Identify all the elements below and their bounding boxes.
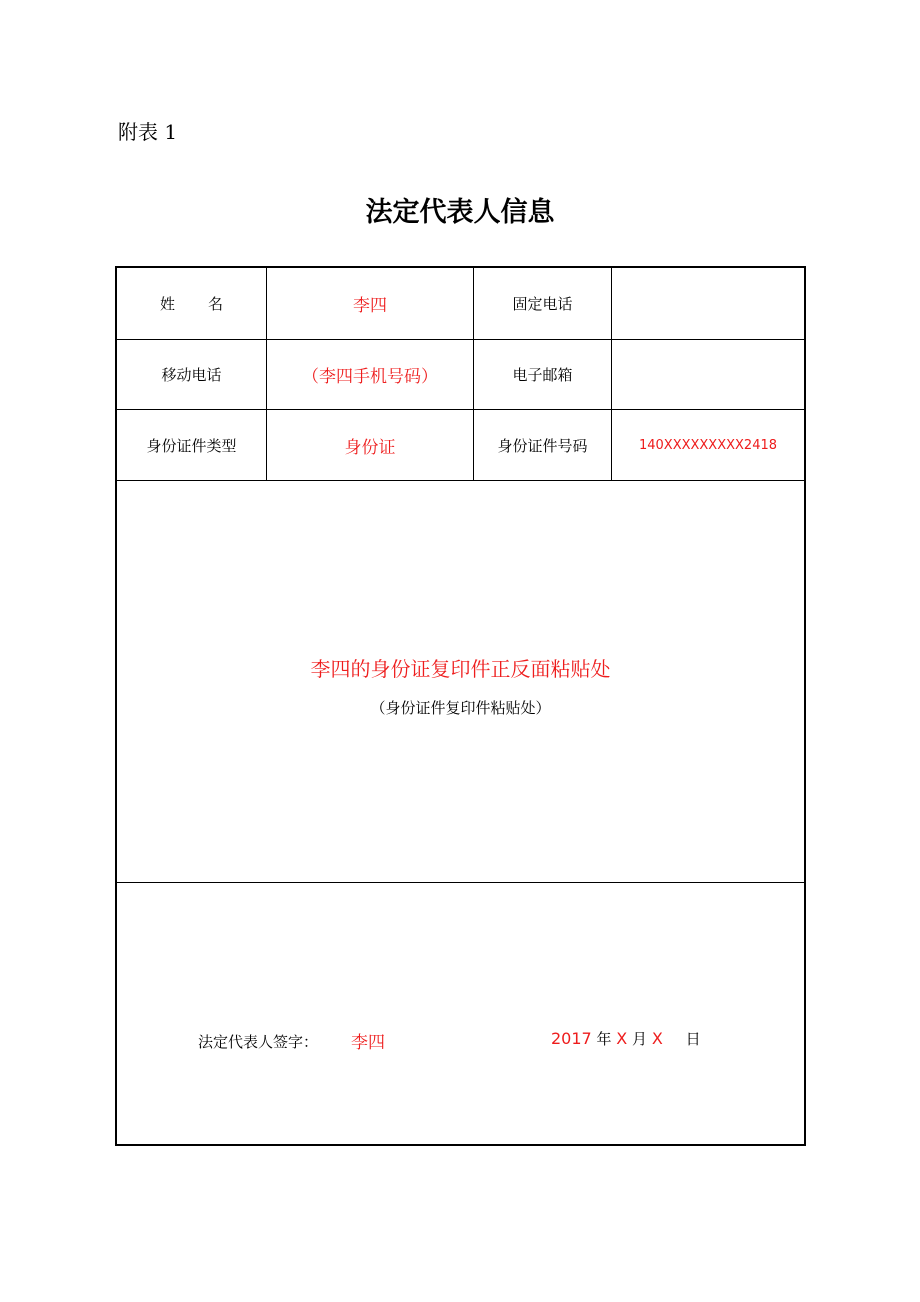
table-row-contact: [117, 340, 804, 410]
table-row-id: [117, 410, 804, 481]
mobile-value: （李四手机号码）: [302, 367, 438, 387]
landline-label: 固定电话: [512, 295, 573, 313]
signature-label: 法定代表人签字：: [198, 1033, 319, 1051]
signature-value[interactable]: 李四: [351, 1033, 385, 1053]
mobile-label-cell: [117, 340, 267, 409]
mobile-value-cell[interactable]: [267, 340, 474, 409]
name-label-cell: [117, 268, 267, 339]
appendix-label: 附表 1: [118, 120, 178, 144]
id-type-label-cell: [117, 410, 267, 480]
date-day-unit: 日: [685, 1030, 701, 1048]
id-type-value: 身份证: [344, 437, 396, 458]
id-copy-caption: （身份证件复印件粘贴处）: [370, 699, 551, 717]
id-type-value-cell[interactable]: [267, 410, 474, 480]
date-year: 2017: [551, 1029, 592, 1048]
landline-value-cell[interactable]: [612, 268, 804, 339]
date-year-unit: 年: [596, 1030, 612, 1048]
id-copy-paste-area: [117, 481, 804, 883]
mobile-label: 移动电话: [161, 366, 222, 384]
email-label-cell: [474, 340, 612, 409]
page-title: 法定代表人信息: [365, 197, 555, 228]
id-number-value-cell[interactable]: [612, 410, 804, 480]
id-number-label-cell: [474, 410, 612, 480]
email-label: 电子邮箱: [512, 366, 573, 384]
date-day: X: [651, 1029, 663, 1048]
date-month: X: [616, 1029, 628, 1048]
id-copy-instruction: 李四的身份证复印件正反面粘贴处: [310, 657, 611, 681]
signature-area: [117, 883, 804, 1144]
date-month-unit: 月: [632, 1030, 648, 1048]
table-row-name: [117, 268, 804, 340]
legal-representative-form: [115, 266, 806, 1146]
id-type-label: 身份证件类型: [146, 436, 237, 455]
name-label: 姓名: [159, 295, 256, 313]
signature-date[interactable]: [551, 1028, 701, 1049]
id-number-value: 140XXXXXXXXX2418: [638, 437, 778, 453]
id-number-label: 身份证件号码: [497, 436, 588, 455]
name-value: 李四: [353, 296, 387, 316]
name-value-cell[interactable]: [267, 268, 474, 339]
landline-label-cell: [474, 268, 612, 339]
email-value-cell[interactable]: [612, 340, 804, 409]
